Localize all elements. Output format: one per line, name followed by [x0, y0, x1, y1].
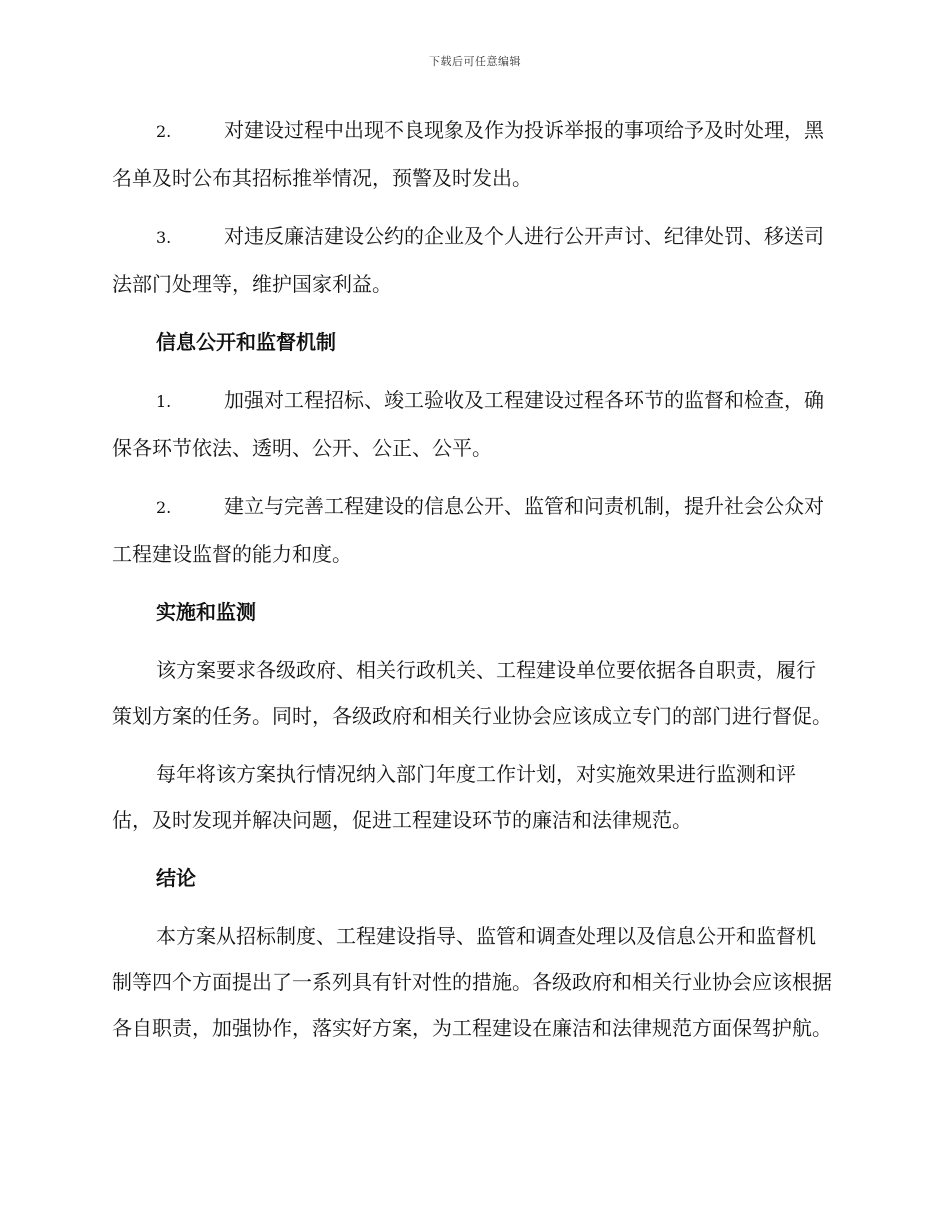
section-heading-info: 信息公开和监督机制	[156, 330, 336, 354]
paragraph-implementation-1: 该方案要求各级政府、相关行政机关、工程建设单位要依据各自职责，履行策划方案的任务。同时，各级政府和相关行业协会应该成立专门的部门进行督促。	[112, 658, 832, 728]
list-text: 对建设过程中出现不良现象及作为投诉举报的事项给予及时处理，黑名单及时公布其招标推举情况，预警及时发出。	[112, 118, 824, 190]
document-body	[112, 107, 834, 1063]
paragraph-implementation-2: 每年将该方案执行情况纳入部门年度工作计划，对实施效果进行监测和评估，及时发现并解决问题，促进工程建设环节的廉洁和法律规范。	[112, 762, 796, 832]
section-heading-implementation: 实施和监测	[156, 600, 256, 624]
paragraph-conclusion: 本方案从招标制度、工程建设指导、监管和调查处理以及信息公开和监督机制等四个方面提出了一系列具有针对性的措施。各级政府和相关行业协会应该根据各自职责，加强协作，落实好方案，为工程建设在廉洁和法律规范方面保驾护航。	[112, 924, 832, 1040]
list-item-3	[112, 213, 834, 307]
list-text: 加强对工程招标、竣工验收及工程建设过程各环节的监督和检查，确保各环节依法、透明、公开、公正、公平。	[112, 388, 824, 460]
list-number: 3.	[156, 228, 172, 247]
list-number: 1.	[156, 392, 172, 411]
list-item-2	[112, 107, 834, 201]
list-item-info-1	[112, 377, 834, 471]
list-number: 2.	[156, 498, 172, 517]
list-number: 2.	[156, 122, 172, 141]
list-item-info-2	[112, 483, 834, 577]
section-heading-conclusion: 结论	[156, 866, 196, 890]
list-text: 对违反廉洁建设公约的企业及个人进行公开声讨、纪律处罚、移送司法部门处理等，维护国家利益。	[112, 224, 824, 296]
list-text: 建立与完善工程建设的信息公开、监管和问责机制，提升社会公众对工程建设监督的能力和度。	[112, 494, 824, 566]
page-header: 下载后可任意编辑	[429, 55, 521, 68]
